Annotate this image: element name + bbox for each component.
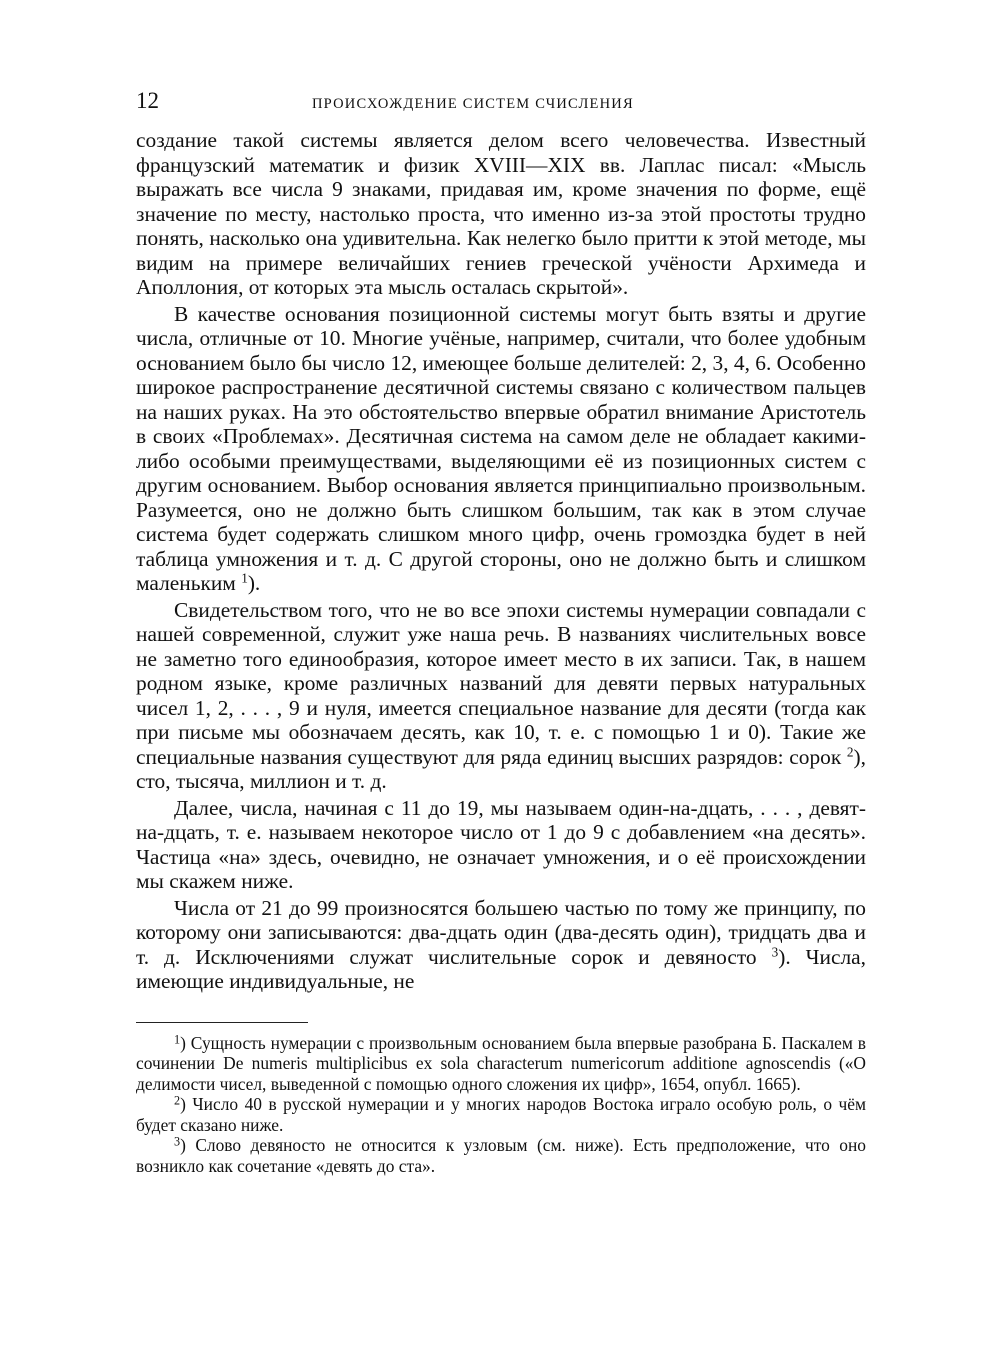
paragraph-3 <box>136 598 866 794</box>
footnote-2 <box>136 1094 866 1135</box>
paragraph-4: Далее, числа, начиная с 11 до 19, мы называем один-на-дцать, . . . , девят-на-дцать, т. е. называем некоторое число от 1 до 9 с добавлением «на десять». Частица «на» здесь, очевидно, не означает умножения, и о её происхождении мы скажем ниже. <box>136 795 866 893</box>
paragraph-5 <box>136 896 866 994</box>
main-text <box>136 128 866 994</box>
footnote-3 <box>136 1135 866 1176</box>
footnote-3-text: ) Слово девяносто не относится к узловым (см. ниже). Есть предположение, что оно возникло как сочетание «девять до ста». <box>136 1135 866 1177</box>
footnote-1 <box>136 1033 866 1095</box>
running-head: ПРОИСХОЖДЕНИЕ СИСТЕМ СЧИСЛЕНИЯ <box>312 96 634 112</box>
footnote-1-text: ) Сущность нумерации с произвольным основанием была впервые разобрана Б. Паскалем в сочинении De numeris multiplicibus ex sola characterum numericorum additione agnoscendis («О делимости чисел, выведенной с помощью одного сложения их цифр», 1654, опубл. 1665). <box>136 1032 866 1094</box>
footnote-ref-1: 1 <box>241 570 248 586</box>
paragraph-3-text: Свидетельством того, что не во все эпохи системы нумерации совпадали с нашей современной, служит уже наша речь. В названиях числительных вовсе не заметно того единообразия, которое имеет место в их записи. Так, в нашем родном языке, кроме различных названий для девяти первых натуральных чисел 1, 2, . . . , 9 и нуля, имеется специальное название для десяти (тогда как при письме мы обозначаем десять, как 10, т. е. с помощью 1 и 0). Такие же специальные названия существуют для ряда единиц высших разрядов: сорок <box>136 597 866 769</box>
footnote-2-text: ) Число 40 в русской нумерации и у многих народов Востока играло особую роль, о чём будет сказано ниже. <box>136 1094 866 1135</box>
footnote-2-mark: 2 <box>174 1093 181 1108</box>
paragraph-2-text: В качестве основания позиционной системы могут быть взяты и другие числа, отличные от 10. Многие учёные, например, считали, что более удобным основанием было бы число 12, имеющее больше делителей: 2, 3, 4, 6. Особенно широкое распространение десятичной системы связано с количеством пальцев на наших руках. На это обстоятельство впервые обратил внимание Аристотель в своих «Проблемах». Десятичная система на самом деле не обладает какими-либо особыми преимуществами, выделяющими её из позиционных систем с другим основанием. Выбор основания является принципиально произвольным. Разумеется, оно не должно быть слишком большим, так как в этом случае система будет содержать слишком много цифр, очень громоздка будет в ней таблица умножения и т. д. С другой стороны, оно не должно быть и слишком маленьким <box>136 301 866 595</box>
paragraph-5-tail: ). Числа, имеющие индивидуальные, не <box>136 944 866 993</box>
footnotes <box>136 1033 866 1177</box>
paragraph-3-tail: ), сто, тысяча, миллион и т. д. <box>136 744 866 793</box>
paragraph-2: В качестве основания позиционной системы могут быть взяты и другие числа, отличные от 10. Многие учёные, например, считали, что более удобным основанием было бы число 12, имеющее больше делителей: 2, 3, 4, 6. Особенно широкое распространение десятичной системы связано с количеством пальцев на наших руках. На это обстоятельство впервые обратил внимание Аристотель в своих «Проблемах». Десятичная система на самом деле не обладает какими-либо особыми преимуществами, выделяющими её из позиционных систем с другим основанием. Выбор основания является принципиально произвольным. Разумеется, оно не должно быть слишком большим, так как в этом случае система будет содержать слишком много цифр, очень громоздка будет в ней таблица умножения и т. д. С другой стороны, оно не должно быть и слишком маленьким $^1$). <box>136 301 866 595</box>
page-number: 12 <box>136 88 159 113</box>
footnote-ref-2: 2 <box>846 744 854 760</box>
page-header <box>136 88 866 122</box>
paragraph-5-text: Числа от 21 до 99 произносятся большею частью по тому же принципу, по которому они записываются: два-дцать один (два-десять один), тридцать два и т. д. Исключениями служат числительные сорок и девяносто <box>136 895 866 969</box>
footnote-3-mark: 3 <box>174 1135 181 1149</box>
footnote-divider <box>136 1022 308 1023</box>
paragraph-1: создание такой системы является делом всего человечества. Известный французский математик и физик XVIII—XIX вв. Лаплас писал: «Мысль выражать все числа 9 знаками, придавая им, кроме значения по форме, ещё значение по месту, настолько проста, что именно из-за этой простоты трудно понять, насколько она удивительна. Как нелегко было притти к этой методе, мы видим на примере величайших гениев греческой учёности Архимеда и Аполлония, от которых эта мысль осталась скрытой». <box>136 128 866 299</box>
book-page <box>136 88 866 1177</box>
footnote-ref-3: 3 <box>771 944 779 960</box>
footnote-1-mark: 1 <box>174 1032 181 1047</box>
